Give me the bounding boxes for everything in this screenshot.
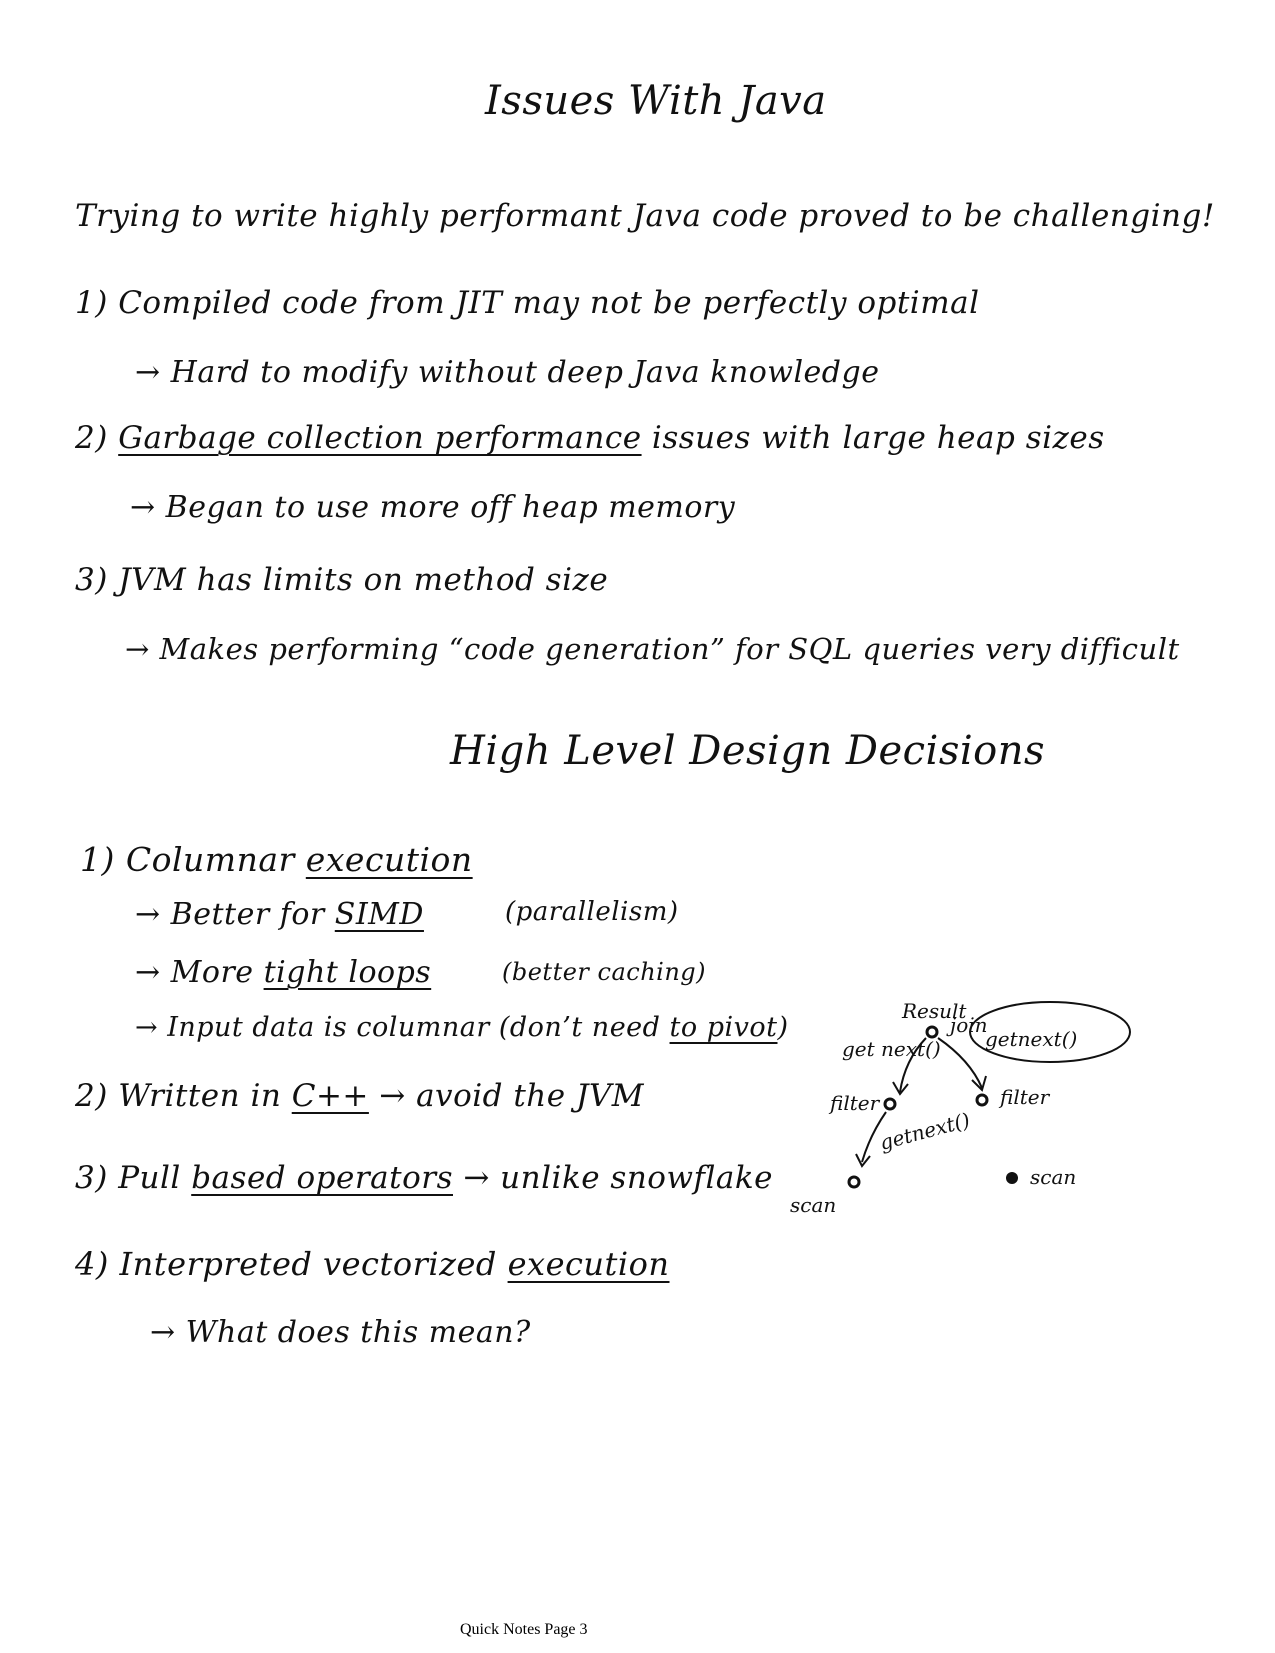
decision-3 <box>75 1160 773 1196</box>
page-footer: Quick Notes Page 3 <box>460 1621 588 1638</box>
sub-text: → More <box>135 955 264 990</box>
filter-right-node <box>977 1095 987 1105</box>
issue-3-number: 3) <box>75 562 108 598</box>
decision-2-text: Written in <box>118 1078 292 1114</box>
section-title: High Level Design Decisions <box>450 728 1046 774</box>
page-title: Issues With Java <box>485 78 827 124</box>
filter-left-node <box>885 1099 895 1109</box>
decision-4-number: 4) <box>75 1245 109 1283</box>
scan-left-label: scan <box>790 1193 837 1217</box>
decision-1-sub-3 <box>135 1012 789 1043</box>
decision-2-text-after: → avoid the JVM <box>368 1078 645 1114</box>
scan-right-node <box>1006 1172 1018 1184</box>
scan-right-label: scan <box>1030 1165 1077 1189</box>
get-next-left-label: get next() <box>842 1037 941 1061</box>
sub-underlined: to pivot <box>669 1012 778 1043</box>
decision-1-number: 1) <box>80 840 115 879</box>
issue-1-sub: → Hard to modify without deep Java knowledge <box>135 355 880 390</box>
decision-3-number: 3) <box>75 1160 108 1196</box>
filter-right-label: filter <box>1000 1085 1050 1109</box>
issue-3-sub: → Makes performing “code generation” for SQL queries very difficult <box>125 632 1180 666</box>
decision-2-underlined: C++ <box>291 1078 369 1114</box>
issue-2 <box>75 420 1105 456</box>
decision-1-underlined: execution <box>305 840 473 879</box>
decision-4-text: Interpreted vectorized <box>119 1245 508 1283</box>
decision-1-sub-1-note: (parallelism) <box>505 897 679 927</box>
decision-1-sub-2-note: (better caching) <box>502 958 707 986</box>
result-label: Result <box>902 999 967 1023</box>
decision-3-text: Pull <box>118 1160 192 1196</box>
intro-text: Trying to write highly performant Java code proved to be challenging! <box>75 198 1215 234</box>
decision-1-text: Columnar <box>125 840 306 879</box>
decision-4-underlined: execution <box>507 1245 670 1283</box>
issue-1-number: 1) <box>75 285 108 321</box>
decision-1-sub-1 <box>135 897 424 932</box>
decision-4 <box>75 1245 670 1283</box>
decision-1-sub-2 <box>135 955 431 990</box>
scan-left-node <box>849 1177 859 1187</box>
join-label: join <box>950 1013 988 1037</box>
sub-text: → Input data is columnar (don’t need <box>135 1012 670 1043</box>
decision-2-number: 2) <box>75 1078 108 1114</box>
issue-1 <box>75 285 980 321</box>
decision-4-sub: → What does this mean? <box>150 1315 531 1350</box>
issue-2-number: 2) <box>75 420 108 456</box>
issue-2-text: issues with large heap sizes <box>641 420 1105 456</box>
sub-text: ) <box>777 1012 789 1043</box>
sub-text: → Better for <box>135 897 335 932</box>
sub-underlined: SIMD <box>334 897 424 932</box>
filter-left-label: filter <box>830 1091 880 1115</box>
decision-3-text-after: → unlike snowflake <box>453 1160 773 1196</box>
issue-2-underlined: Garbage collection performance <box>118 420 642 456</box>
issue-2-sub: → Began to use more off heap memory <box>130 490 736 525</box>
decision-1 <box>80 840 473 879</box>
get-next-mid-label: getnext() <box>877 1107 973 1155</box>
issue-3 <box>75 562 608 598</box>
issue-1-text: Compiled code from JIT may not be perfectly optimal <box>118 285 980 321</box>
decision-2 <box>75 1078 644 1114</box>
get-next-right-label: getnext() <box>985 1027 1078 1051</box>
edge-join-filter-right <box>938 1038 982 1088</box>
issue-3-text: JVM has limits on method size <box>118 562 609 598</box>
operator-tree-diagram <box>790 999 1140 1230</box>
sub-underlined: tight loops <box>263 955 432 990</box>
decision-3-underlined: based operators <box>191 1160 453 1196</box>
join-node <box>927 1027 937 1037</box>
